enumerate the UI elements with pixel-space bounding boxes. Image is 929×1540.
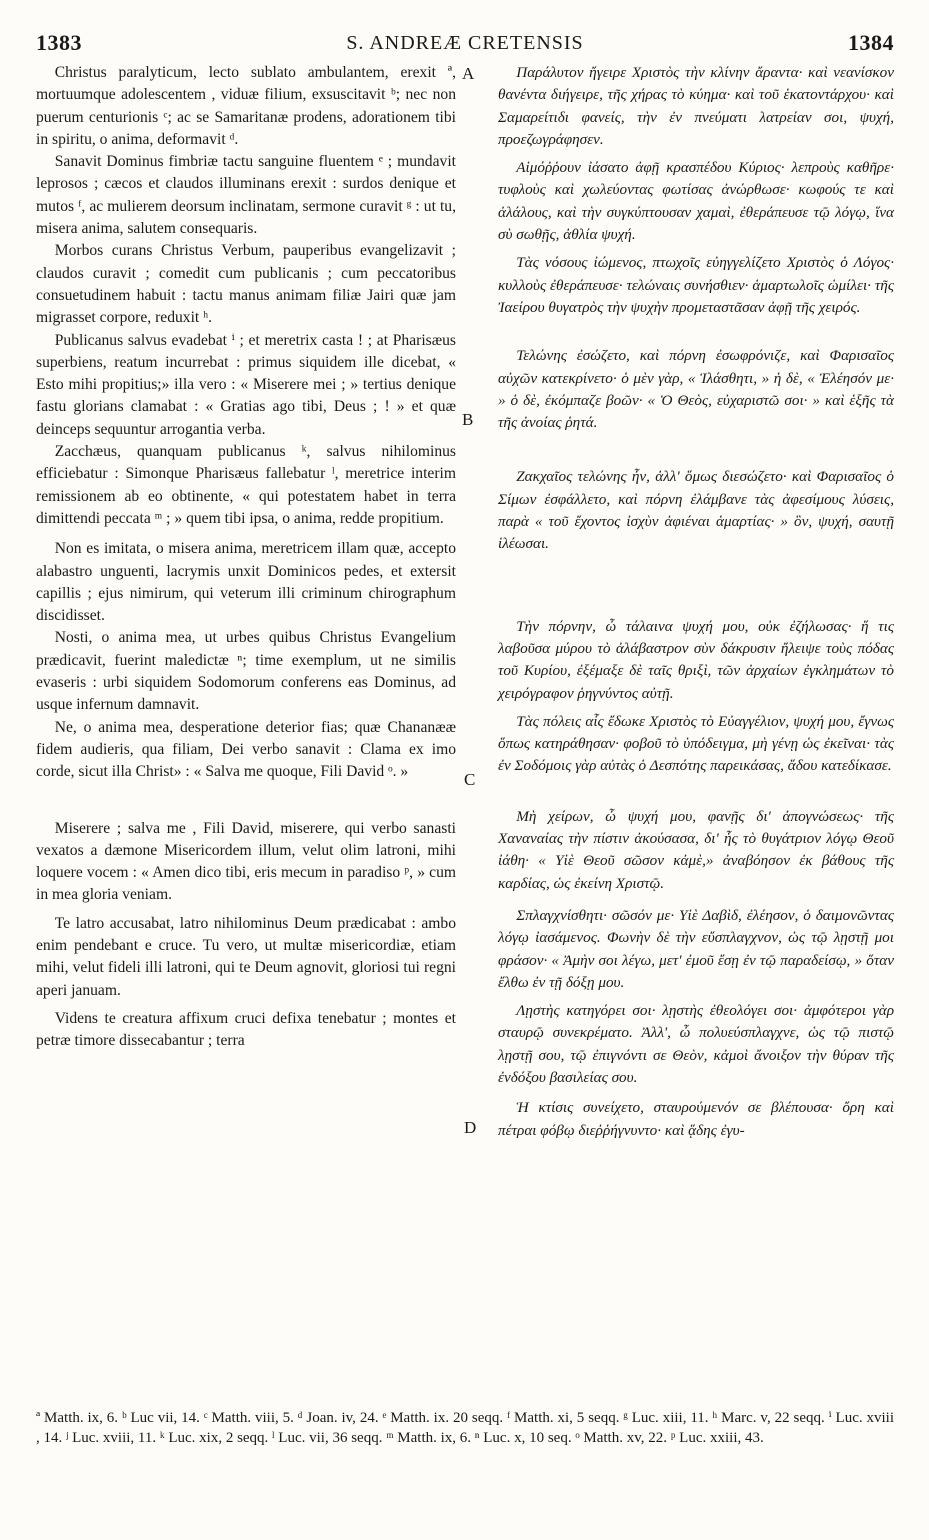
footnotes — [36, 1408, 894, 1448]
latin-paragraph: Sanavit Dominus fimbriæ tactu sanguine fluentem ᵉ ; mundavit leprosos ; cæcos et claudos illuminans erexit : surdos denique et mutos ᶠ, ac mulierem deorsum inclinatam, sermone curavit ᵍ : ut tu, misera anima, salutem consequaris. — [36, 153, 456, 238]
latin-paragraph: Nosti, o anima mea, ut urbes quibus Christus Evangelium prædicavit, fuerint maledictæ ⁿ; time exemplum, ut ne similis evaseris : urbi siquidem Sodomorum conferens eas Dominus, ad usque infernum damnavit. — [36, 629, 456, 714]
greek-paragraph: Σπλαγχνίσθητι· σῶσόν με· Υἱὲ Δαβὶδ, ἐλέησον, ὁ δαιμονῶντας λόγῳ ἰασάμενος. Φωνὴν δὲ τὴν εὔσπλαγχνον, ὡς τῷ λῃστῇ μοι φράσον· « Ἀμὴν σοι λέγω, μετ' ἐμοῦ ἔσῃ ἐν τῷ παραδείσῳ, » ὅταν ἔλθω ἐν τῇ δόξῃ μου. — [498, 906, 894, 991]
latin-paragraph: Christus paralyticum, lecto sublato ambulantem, erexit ª, mortuumque adolescentem , viduæ filium, exsuscitavit ᵇ; nec non puerum centurionis ᶜ; ac se Samaritanæ prodens, adorationem tibi in spiritu, o anima, deformavit ᵈ. — [36, 64, 456, 148]
page-number-right: 1384 — [848, 30, 894, 55]
greek-paragraph: Τὰς πόλεις αἷς ἔδωκε Χριστὸς τὸ Εὐαγγέλιον, ψυχή μου, ἔγνως ὅπως κατηράθησαν· φοβοῦ τὸ ὑπόδειγμα, μὴ γένῃ ὡς ἐκεῖναι· τὰς ἐν Σοδόμοις γὰρ αὐτὰς ὁ Δεσπότης παρεικάσας, ἅδου κατεδίκασε. — [498, 712, 894, 775]
greek-paragraph: Τὰς νόσους ἰώμενος, πτωχοῖς εὐηγγελίζετο Χριστὸς ὁ Λόγος· κυλλοὺς ἐθεράπευσε· τελώναις συνήσθιεν· ἁμαρτωλοῖς ὡμίλει· τῆς Ἰαείρου θυγατρὸς τὴν ψυχὴν προμεταστᾶσαν ἀφῇ τῆς χειρός. — [498, 254, 894, 316]
latin-paragraph: Miserere ; salva me , Fili David, miserere, qui verbo sanasti vexatos a dæmone Misericordem illum, velut olim latroni, mihi loquere vocem : « Amen dico tibi, eris mecum in paradiso ᵖ, » cum in mea gloria veniam. — [36, 819, 456, 904]
latin-paragraph: Zacchæus, quanquam publicanus ᵏ, salvus nihilominus efficiebatur : Simonque Pharisæus fallebatur ˡ, meretrice interim remissionem ab eo obtinente, « qui potestatem habet in terra dimittendi peccata ᵐ ; » quem tibi ipsa, o anima, redde propitium. — [36, 443, 456, 527]
section-marker-d: D — [464, 1118, 477, 1137]
greek-paragraph: Παράλυτον ἤγειρε Χριστὸς τὴν κλίνην ἄραντα· καὶ νεανίσκον θανέντα διήγειρε, τῆς χήρας τὸ κύημα· καὶ τοῦ ἑκατοντάρχου· καὶ Σαμαρείτιδι φανείς, τὴν ἐν πνεύματι λατρείαν σοι, ψυχή, προεζωγράφησεν. — [498, 64, 894, 148]
latin-paragraph: Ne, o anima mea, desperatione deterior fias; quæ Chananææ fidem audieris, qua filiam, Dei verbo sanavit : Clama ex imo corde, sicut illa Christ» : « Salva me quoque, Fili David ᵒ. » — [36, 718, 456, 781]
greek-paragraph: Αἱμόῤῥουν ἰάσατο ἀφῇ κρασπέδου Κύριος· λεπροὺς καθῆρε· τυφλοὺς καὶ χωλεύοντας φωτίσας ἀνώρθωσε· κωφούς τε καὶ ἀλάλους, καὶ τὴν συγκύπτουσαν χαμαὶ, ἐθεράπευσε τῷ λόγῳ, ἵνα σὺ σωθῇς, ἀθλία ψυχή. — [498, 159, 894, 244]
footnote-rule — [36, 1395, 894, 1396]
section-marker-c: C — [464, 770, 476, 789]
section-marker-b: B — [462, 410, 474, 429]
latin-paragraph: Te latro accusabat, latro nihilominus Deum prædicabat : ambo enim pendebant e cruce. Tu vero, ut multæ misericordiæ, etiam mihi, velut fideli illi latroni, qui te Deum agnovit, gloriosi tui regni aperi januam. — [36, 914, 456, 999]
greek-column — [498, 62, 894, 1142]
running-title: S. ANDREÆ CRETENSIS — [346, 32, 584, 54]
page-header — [36, 30, 894, 58]
greek-paragraph: Τὴν πόρνην, ὦ τάλαινα ψυχή μου, οὐκ ἐζήλωσας· ἥ τις λαβοῦσα μύρου τὸ ἀλάβαστρον σὺν δάκρυσιν ἤλειψε τοὺς πόδας τοῦ Κυρίου, ἐξέμαξε δὲ ταῖς θριξὶ, τῶν ἀρχαίων ἐγκλημάτων τὸ χειρόγραφον ῥηγνύντος αὐτῇ. — [498, 617, 894, 702]
latin-paragraph: Non es imitata, o misera anima, meretricem illam quæ, accepto alabastro unguenti, lacrymis unxit Dominicos pedes, et extersit capillis ; ejus nimirum, qui veterum illi criminum chirographum discidisset. — [36, 540, 456, 625]
greek-paragraph: Μὴ χείρων, ὦ ψυχή μου, φανῇς δι' ἀπογνώσεως· τῆς Χαναναίας τὴν πίστιν ἀκούσασα, δι' ἧς τὸ θυγάτριον λόγῳ Θεοῦ ἰάθη· « Υἱὲ Θεοῦ σῶσον κἀμὲ,» ἀναβόησον ἐκ βάθους τῆς καρδίας, ὡς ἐκείνη Χριστῷ. — [498, 807, 894, 892]
page-number-left: 1383 — [36, 30, 82, 55]
latin-paragraph: Publicanus salvus evadebat ⁱ ; et meretrix casta ! ; at Pharisæus superbiens, reatum incurrebat : primus siquidem ille dicebat, « Esto mihi propitius;» illa vero : « Miserere mei ; » tertius denique fastu glorians clamabat : « Gratias ago tibi, Deus ; ! » et quæ deinceps sequuntur arrogantia verba. — [36, 331, 456, 438]
latin-paragraph: Videns te creatura affixum cruci defixa tenebatur ; montes et petræ timore dissecabantur ; terra — [36, 1009, 456, 1050]
footnote-text: ª Matth. ix, 6. ᵇ Luc vii, 14. ᶜ Matth. viii, 5. ᵈ Joan. iv, 24. ᵉ Matth. ix. 20 seqq. ᶠ Matth. xi, 5 seqq. ᵍ Luc. xiii, 11. ʰ Marc. v, 22 seqq. ⁱ Luc. xviii , 14. ʲ Luc. xviii, 11. ᵏ Luc. xix, 2 seqq. ˡ Luc. vii, 36 seqq. ᵐ Matth. ix, 6. ⁿ Luc. x, 10 seq. ᵒ Matth. xv, 22. ᵖ Luc. xxiii, 43. — [36, 1410, 894, 1446]
latin-paragraph: Morbos curans Christus Verbum, pauperibus evangelizavit ; claudos curavit ; comedit cum publicanis ; cum peccatoribus consuetudinem habuit : tactu manus animam filiæ Jairi quæ jam migrasset corpore, reduxit ʰ. — [36, 242, 456, 327]
section-marker-a: A — [462, 64, 475, 83]
greek-paragraph: Λῃστὴς κατηγόρει σοι· λῃστὴς ἐθεολόγει σοι· ἀμφότεροι γὰρ σταυρῷ συνεκρέματο. Ἀλλ', ὦ πολυεύσπλαγχνε, ὡς τῷ πιστῷ λῃστῇ σου, τῷ ἐπιγνόντι σε Θεὸν, κἀμοὶ ἄνοιξον τὴν θύραν τῆς ἐνδόξου βασιλείας σου. — [498, 1002, 894, 1086]
latin-column — [36, 62, 456, 1052]
greek-paragraph: Ζακχαῖος τελώνης ἦν, ἀλλ' ὅμως διεσώζετο· καὶ Φαρισαῖος ὁ Σίμων ἐσφάλλετο, καὶ πόρνη ἐλάμβανε τὰς ἀφεσίμους λύσεις, παρὰ « τοῦ ἔχοντος ἰσχὺν ἀφιέναι ἁμαρτίας· » ὃν, ψυχή, σαυτῇ ἱλέωσαι. — [498, 468, 894, 553]
greek-paragraph: Τελώνης ἐσώζετο, καὶ πόρνη ἐσωφρόνιζε, καὶ Φαρισαῖος αὐχῶν κατεκρίνετο· ὁ μὲν γὰρ, « Ἱλάσθητι, » ἡ δὲ, « Ἐλέησόν με· » ὁ δὲ, ἐκόμπαζε βοῶν· « Ὁ Θεὸς, εὐχαριστῶ σοι· » καὶ ἑξῆς τὰ τῆς ἀνοίας ῥητά. — [498, 347, 894, 432]
greek-paragraph: Ἡ κτίσις συνείχετο, σταυρούμενόν σε βλέπουσα· ὄρη καὶ πέτραι φόβῳ διεῤῥήγνυντο· καὶ ᾅδης ἐγυ- — [498, 1099, 894, 1139]
